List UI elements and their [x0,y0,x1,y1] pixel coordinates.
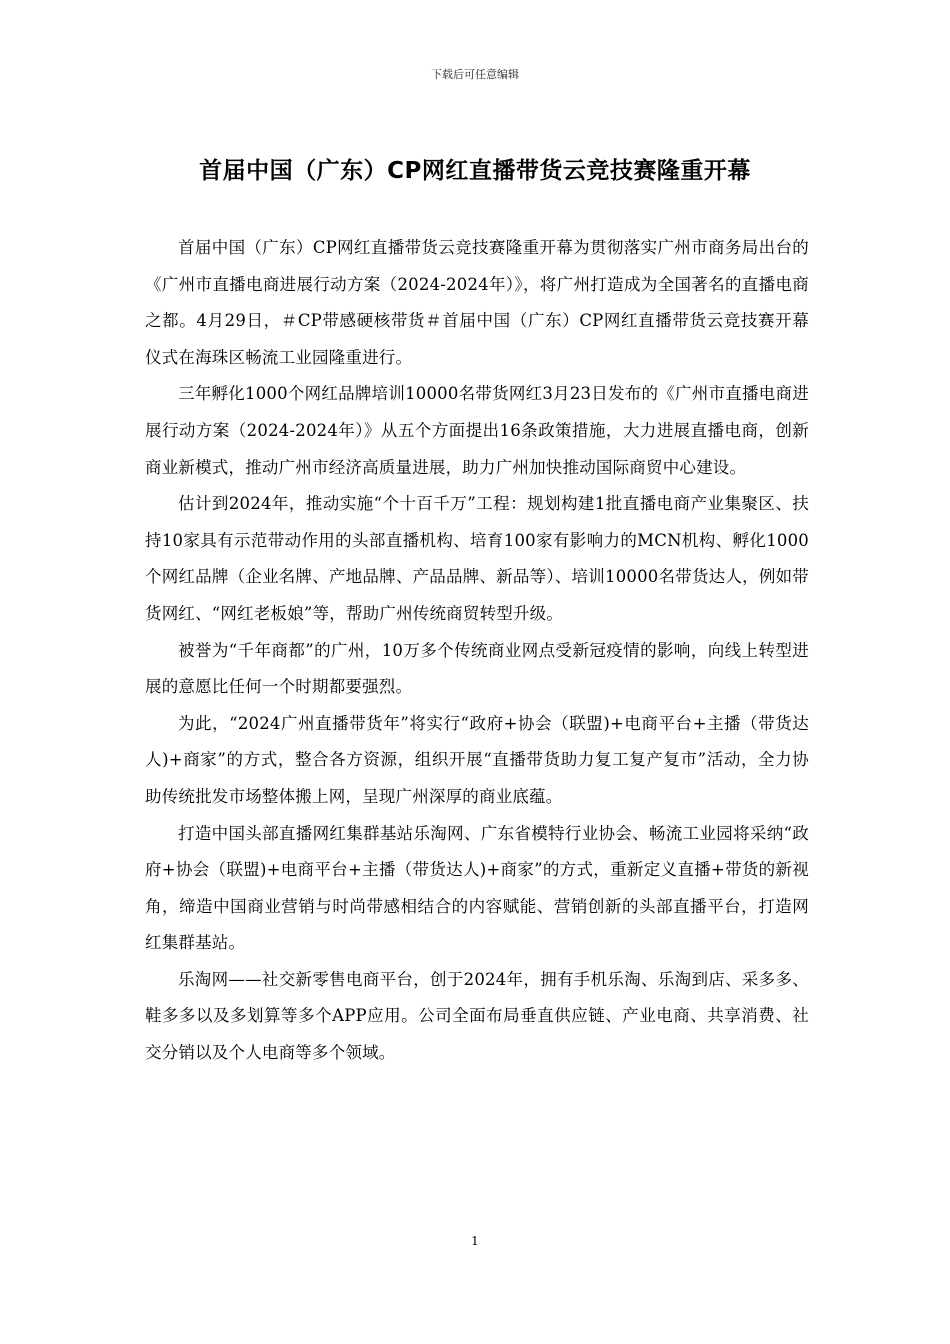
paragraph-4: 被誉为“千年商都”的广州，10万多个传统商业网点受新冠疫情的影响，向线上转型进展的意愿比任何一个时期都要强烈。 [145,640,809,697]
paragraph-6: 打造中国头部直播网红集群基站乐淘网、广东省模特行业协会、畅流工业园将采纳“政府+协会（联盟)+电商平台+主播（带货达人)+商家”的方式，重新定义直播+带货的新视角，缔造中国商业营销与时尚带感相结合的内容赋能、营销创新的头部直播平台，打造网红集群基站。 [145,823,809,953]
document-body [145,230,809,1072]
paragraph-2: 三年孵化1000个网红品牌培训10000名带货网红3月23日发布的《广州市直播电商进展行动方案（2024-2024年）》从五个方面提出16条政策措施，大力进展直播电商，创新商业新模式，推动广州市经济高质量进展，助力广州加快推动国际商贸中心建设。 [145,384,809,477]
paragraph-1: 首届中国（广东）CP网红直播带货云竞技赛隆重开幕为贯彻落实广州市商务局出台的《广州市直播电商进展行动方案（2024-2024年）》，将广州打造成为全国著名的直播电商之都。4月29日，＃CP带感硬核带货＃首届中国（广东）CP网红直播带货云竞技赛开幕仪式在海珠区畅流工业园隆重进行。 [145,238,809,367]
page-number: 1 [471,1234,479,1248]
paragraph-5: 为此，“2024广州直播带货年”将实行“政府+协会（联盟)+电商平台+主播（带货达人)+商家”的方式，整合各方资源，组织开展“直播带货助力复工复产复市”活动，全力协助传统批发市场整体搬上网，呈现广州深厚的商业底蕴。 [145,713,809,806]
header-note: 下载后可任意编辑 [431,68,519,81]
document-title: 首届中国（广东）CP网红直播带货云竞技赛隆重开幕 [199,158,751,184]
paragraph-7: 乐淘网——社交新零售电商平台，创于2024年，拥有手机乐淘、乐淘到店、采多多、鞋多多以及多划算等多个APP应用。公司全面布局垂直供应链、产业电商、共享消费、社交分销以及个人电商等多个领域。 [145,969,809,1063]
paragraph-3: 估计到2024年，推动实施“个十百千万”工程：规划构建1批直播电商产业集聚区、扶持10家具有示范带动作用的头部直播机构、培育100家有影响力的MCN机构、孵化1000个网红品牌（企业名牌、产地品牌、产品品牌、新品等）、培训10000名带货达人，例如带货网红、“网红老板娘”等，帮助广州传统商贸转型升级。 [145,494,809,623]
